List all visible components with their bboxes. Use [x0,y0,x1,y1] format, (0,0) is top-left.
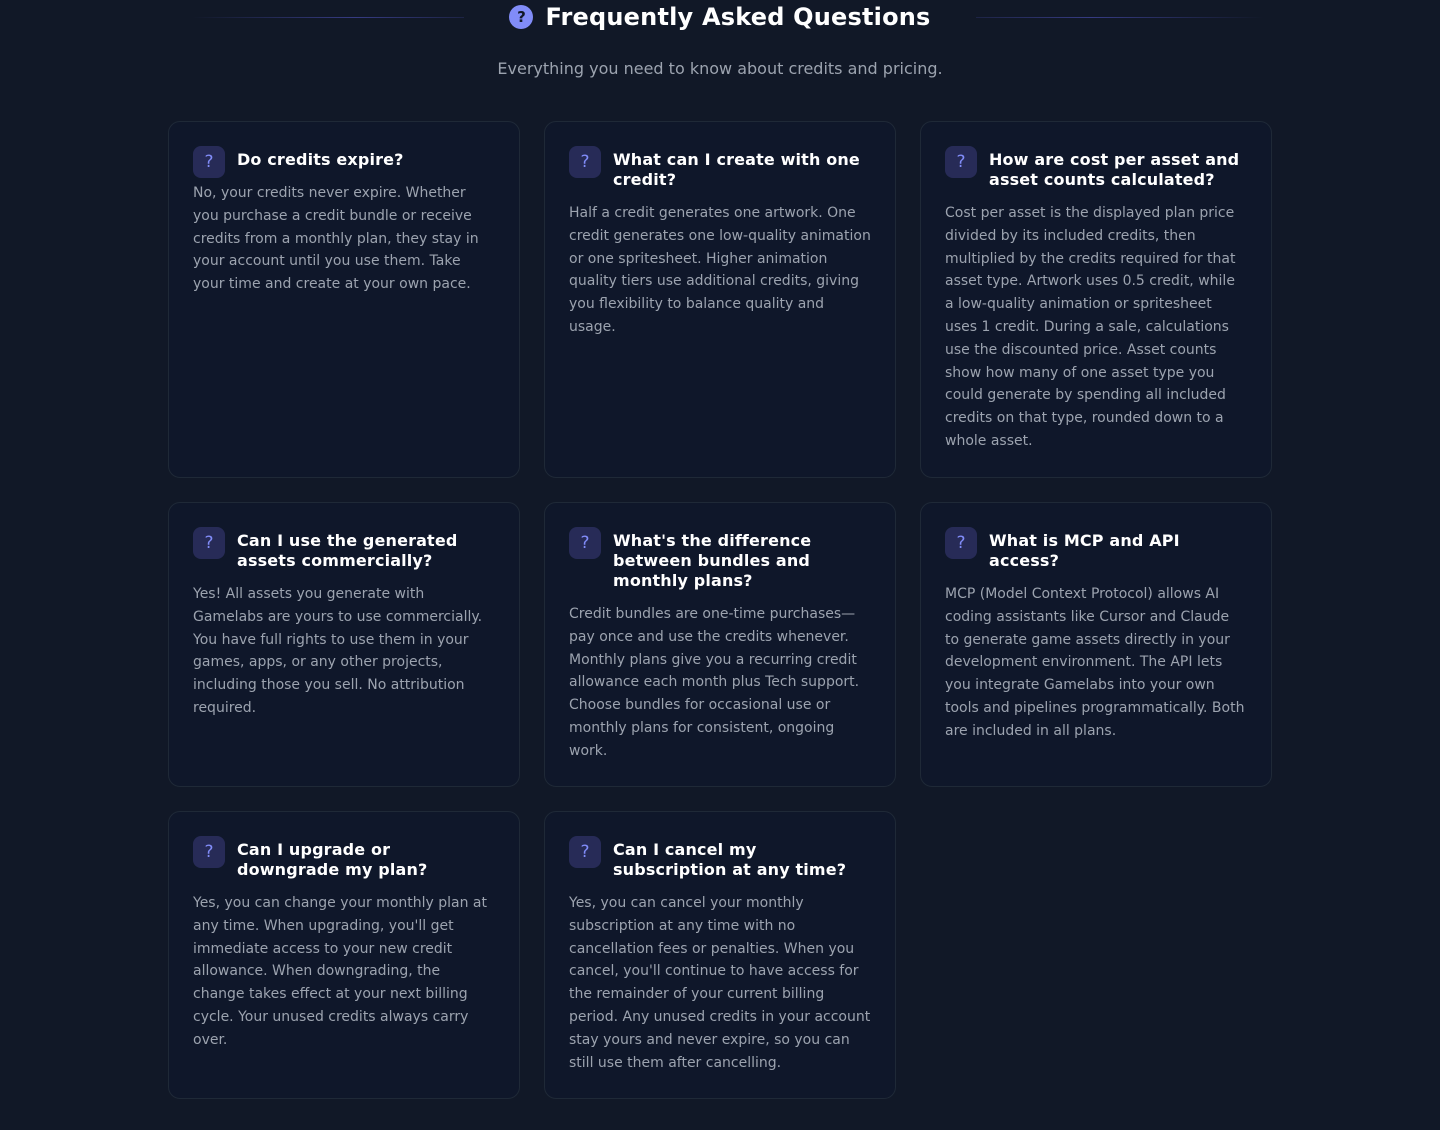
faq-question: How are cost per asset and asset counts calculated? [989,150,1240,189]
faq-answer: Half a credit generates one artwork. One credit generates one low-quality animation or one spritesheet. Higher animation quality tiers use additional credits, giving you flexibility to balance quality and usage. [569,205,871,335]
page-subtitle: Everything you need to know about credits and pricing. [497,59,943,78]
title-row [0,0,1440,34]
faq-question: What's the difference between bundles and monthly plans? [613,531,812,590]
faq-card-mcp-api [920,502,1272,787]
question-mark-icon: ? [569,527,601,559]
faq-question: What can I create with one credit? [613,150,860,189]
question-mark-icon: ? [569,836,601,868]
faq-card-one-credit [544,121,896,478]
faq-answer: Yes! All assets you generate with Gamelabs are yours to use commercially. You have full rights to use them in your games, apps, or any other projects, including those you sell. No attribution required. [193,586,483,716]
faq-answer: No, your credits never expire. Whether you purchase a credit bundle or receive credits from a monthly plan, they stay in your account until you use them. Take your time and create at your own pace. [193,185,479,293]
faq-card-upgrade-downgrade [168,811,520,1099]
page-title: Frequently Asked Questions [545,3,931,31]
question-mark-icon: ? [945,146,977,178]
faq-question: Can I use the generated assets commercially? [237,531,458,570]
question-circle-icon: ? [509,5,533,29]
question-mark-icon: ? [193,836,225,868]
faq-card-bundles-vs-plans [544,502,896,787]
faq-card-cancel-subscription [544,811,896,1099]
faq-answer: Yes, you can change your monthly plan at any time. When upgrading, you'll get immediate access to your new credit allowance. When downgrading, the change takes effect at your next billing cycle. Your unused credits always carry over. [193,895,487,1048]
faq-answer: MCP (Model Context Protocol) allows AI coding assistants like Cursor and Claude to generate game assets directly in your development environment. The API lets you integrate Gamelabs into your own tools and pipelines programmatically. Both are included in all plans. [945,586,1245,739]
question-mark-icon: ? [945,527,977,559]
faq-answer: Yes, you can cancel your monthly subscription at any time with no cancellation fees or penalties. When you cancel, you'll continue to have access for the remainder of your current billing period. Any unused credits in your account stay yours and never expire, so you can still use them after cancelling. [569,895,871,1071]
question-mark-icon: ? [193,527,225,559]
faq-header [0,0,1440,100]
faq-question: Can I upgrade or downgrade my plan? [237,840,428,879]
faq-answer: Cost per asset is the displayed plan price divided by its included credits, then multiplied by the credits required for that asset type. Artwork uses 0.5 credit, while a low-quality animation or spritesheet uses 1 credit. During a sale, calculations use the discounted price. Asset counts show how many of one asset type you could generate by spending all included credits on that type, rounded down to a whole asset. [945,205,1236,449]
faq-card-credits-expire [168,121,520,478]
faq-question: What is MCP and API access? [989,531,1180,570]
faq-question: Do credits expire? [237,150,404,169]
question-mark-icon: ? [569,146,601,178]
faq-card-cost-per-asset [920,121,1272,478]
faq-card-commercial-use [168,502,520,787]
faq-question: Can I cancel my subscription at any time? [613,840,847,879]
question-mark-icon: ? [193,146,225,178]
faq-answer: Credit bundles are one-time purchases—pay once and use the credits whenever. Monthly plans give you a recurring credit allowance each month plus Tech support. Choose bundles for occasional use or monthly plans for consistent, ongoing work. [569,606,860,759]
